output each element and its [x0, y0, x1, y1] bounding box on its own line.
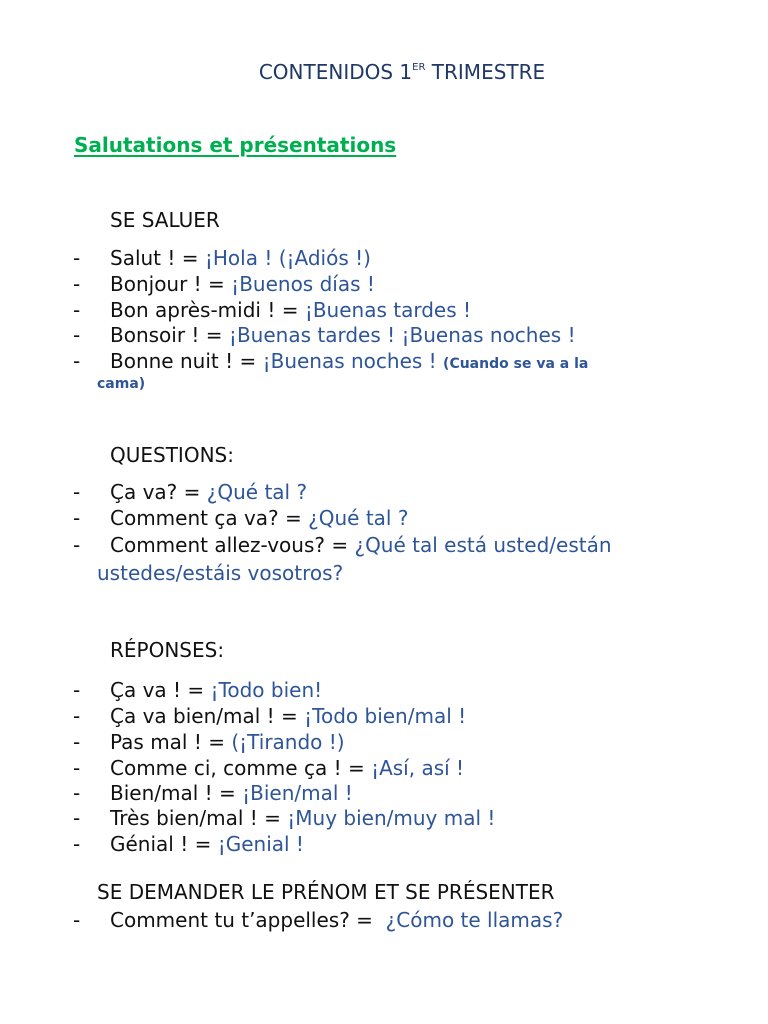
section-heading: Salutations et présentations: [74, 133, 397, 157]
list-item: [73, 245, 371, 271]
list-item: [73, 532, 612, 558]
spanish-translation: ¡Buenos días !: [231, 272, 375, 296]
french-phrase: Bien/mal ! =: [110, 781, 243, 805]
french-phrase: Comment tu t’appelles? =: [110, 908, 386, 932]
se-saluer-label: SE SALUER: [110, 208, 220, 232]
spanish-translation: (¡Tirando !): [231, 730, 345, 754]
document-title: [0, 60, 768, 84]
list-item: [73, 271, 375, 297]
spanish-translation: ¿Qué tal ?: [206, 480, 308, 504]
spanish-translation: ¡Muy bien/muy mal !: [287, 806, 496, 830]
usage-note: (Cuando se va a la: [443, 356, 589, 372]
bullet-dash: -: [73, 908, 81, 932]
list-item: [73, 348, 588, 374]
title-superscript: ER: [412, 62, 426, 73]
french-phrase: Génial ! =: [110, 832, 218, 856]
spanish-translation: ¡Hola ! (¡Adiós !): [204, 246, 371, 270]
french-phrase: Très bien/mal ! =: [110, 806, 288, 830]
bullet-dash: -: [73, 246, 81, 270]
title-end: TRIMESTRE: [425, 60, 546, 84]
french-phrase: Bon après-midi ! =: [110, 298, 305, 322]
spanish-translation: ¡Buenas noches !: [262, 349, 444, 373]
bullet-dash: -: [73, 781, 81, 805]
bullet-dash: -: [73, 832, 81, 856]
list-item: [73, 805, 495, 831]
spanish-translation: ¡Buenas tardes !: [304, 298, 472, 322]
reponses-label: RÉPONSES:: [110, 638, 225, 662]
french-phrase: Ça va ! =: [110, 678, 211, 702]
french-phrase: Bonsoir ! =: [110, 323, 229, 347]
list-item: [73, 831, 304, 857]
list-item: [73, 297, 471, 323]
french-phrase: Pas mal ! =: [110, 730, 232, 754]
french-phrase: Bonjour ! =: [110, 272, 232, 296]
list-item: [73, 755, 464, 781]
french-phrase: Comment ça va? =: [110, 506, 309, 530]
usage-note-continuation: cama): [97, 376, 146, 392]
french-phrase: Ça va? =: [110, 480, 207, 504]
bullet-dash: -: [73, 506, 81, 530]
bullet-dash: -: [73, 323, 81, 347]
bullet-dash: -: [73, 704, 81, 728]
bullet-dash: -: [73, 678, 81, 702]
spanish-translation: ¿Qué tal ?: [308, 506, 409, 530]
bullet-dash: -: [73, 533, 81, 557]
list-item: [73, 479, 307, 505]
list-item: [73, 703, 466, 729]
spanish-translation: ¡Bien/mal !: [242, 781, 353, 805]
list-item: [73, 907, 563, 933]
list-item: [73, 322, 576, 348]
bullet-dash: -: [73, 272, 81, 296]
spanish-translation: ¡Así, así !: [371, 756, 465, 780]
spanish-translation: ¿Qué tal está usted/están: [354, 533, 612, 557]
french-phrase: Comme ci, comme ça ! =: [110, 756, 372, 780]
bullet-dash: -: [73, 298, 81, 322]
list-item: [73, 505, 408, 531]
spanish-translation: ¡Genial !: [217, 832, 304, 856]
questions-label: QUESTIONS:: [110, 443, 234, 467]
bullet-dash: -: [73, 349, 81, 373]
list-item: [73, 677, 322, 703]
translation-continuation: ustedes/estáis vosotros?: [97, 561, 344, 585]
list-item: [73, 780, 353, 806]
french-phrase: Comment allez-vous? =: [110, 533, 355, 557]
spanish-translation: ¡Todo bien!: [210, 678, 323, 702]
prenom-label: SE DEMANDER LE PRÉNOM ET SE PRÉSENTER: [97, 880, 555, 904]
bullet-dash: -: [73, 806, 81, 830]
spanish-translation: ¡Todo bien/mal !: [304, 704, 467, 728]
bullet-dash: -: [73, 730, 81, 754]
list-item: [73, 729, 345, 755]
bullet-dash: -: [73, 480, 81, 504]
french-phrase: Bonne nuit ! =: [110, 349, 263, 373]
french-phrase: Salut ! =: [110, 246, 205, 270]
title-main: CONTENIDOS 1: [258, 60, 413, 84]
bullet-dash: -: [73, 756, 81, 780]
spanish-translation: ¡Buenas tardes ! ¡Buenas noches !: [228, 323, 576, 347]
spanish-translation: ¿Cómo te llamas?: [385, 908, 564, 932]
french-phrase: Ça va bien/mal ! =: [110, 704, 305, 728]
